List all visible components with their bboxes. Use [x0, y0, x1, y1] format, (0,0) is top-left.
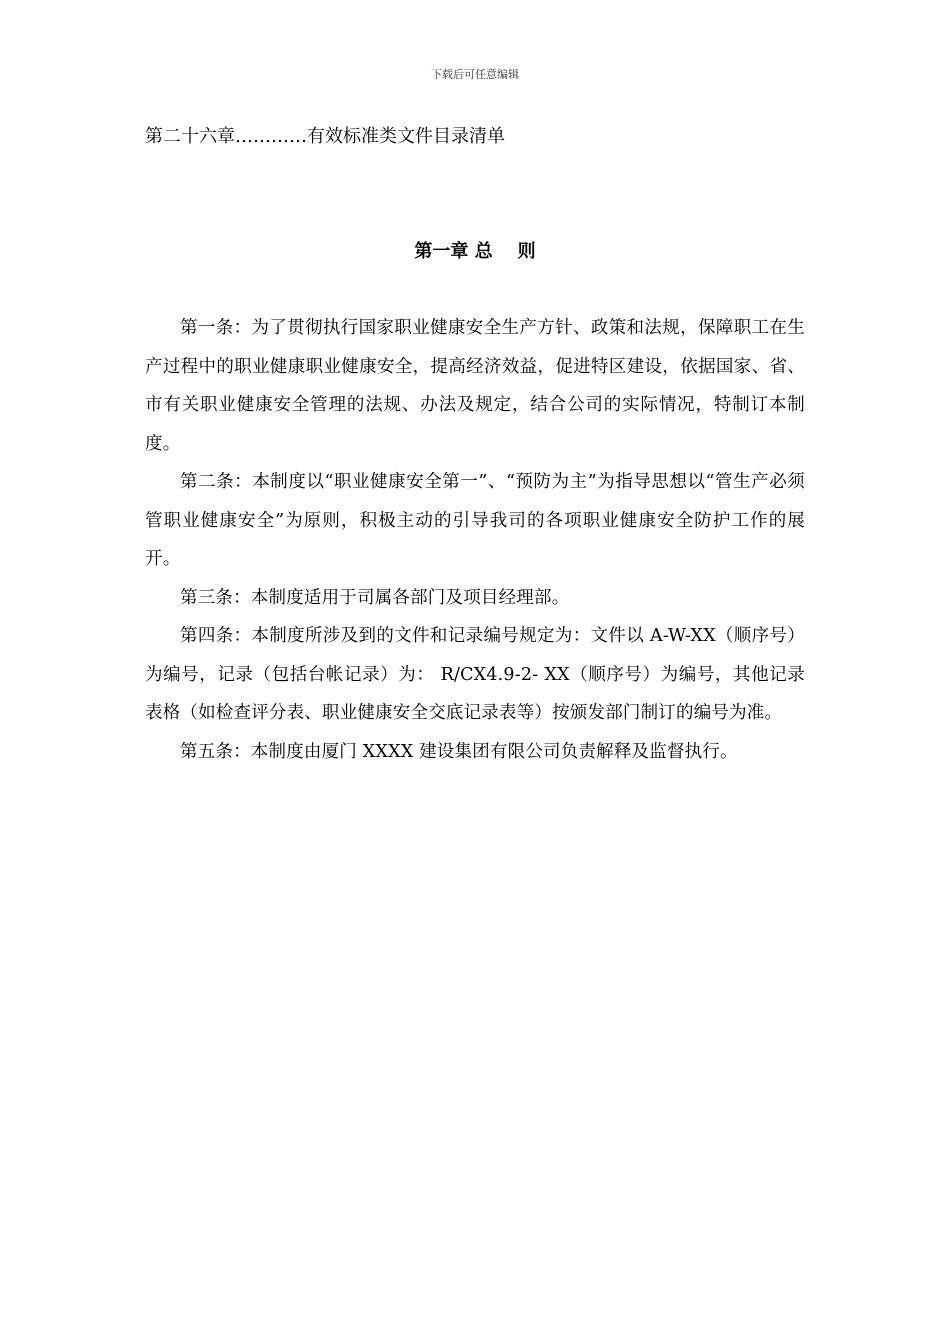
page-header-note: 下载后可任意编辑 — [431, 68, 519, 81]
chapter-title: 第一章 总 则 — [414, 241, 536, 262]
article-2: 第二条：本制度以“职业健康安全第一”、“预防为主”为指导思想以“管生产必须管职业健康安全”为原则，积极主动的引导我司的各项职业健康安全防护工作的展开。 — [145, 472, 805, 569]
chapter-body — [145, 309, 805, 771]
toc-entry-chapter-26: 第二十六章…………有效标准类文件目录清单 — [145, 126, 505, 147]
article-5: 第五条：本制度由厦门 XXXX 建设集团有限公司负责解释及监督执行。 — [180, 741, 738, 762]
article-1: 第一条：为了贯彻执行国家职业健康安全生产方针、政策和法规，保障职工在生产过程中的职业健康职业健康安全，提高经济效益，促进特区建设，依据国家、省、市有关职业健康安全管理的法规、办法及规定，结合公司的实际情况，特制订本制度。 — [145, 318, 805, 454]
article-3: 第三条：本制度适用于司属各部门及项目经理部。 — [180, 587, 570, 608]
article-4: 第四条：本制度所涉及到的文件和记录编号规定为：文件以 A-W-XX（顺序号）为编号，记录（包括台帐记录）为： R/CX4.9-2- XX（顺序号）为编号，其他记录表格（如检查评分表、职业健康安全交底记录表等）按颁发部门制订的编号为准。 — [145, 626, 805, 723]
